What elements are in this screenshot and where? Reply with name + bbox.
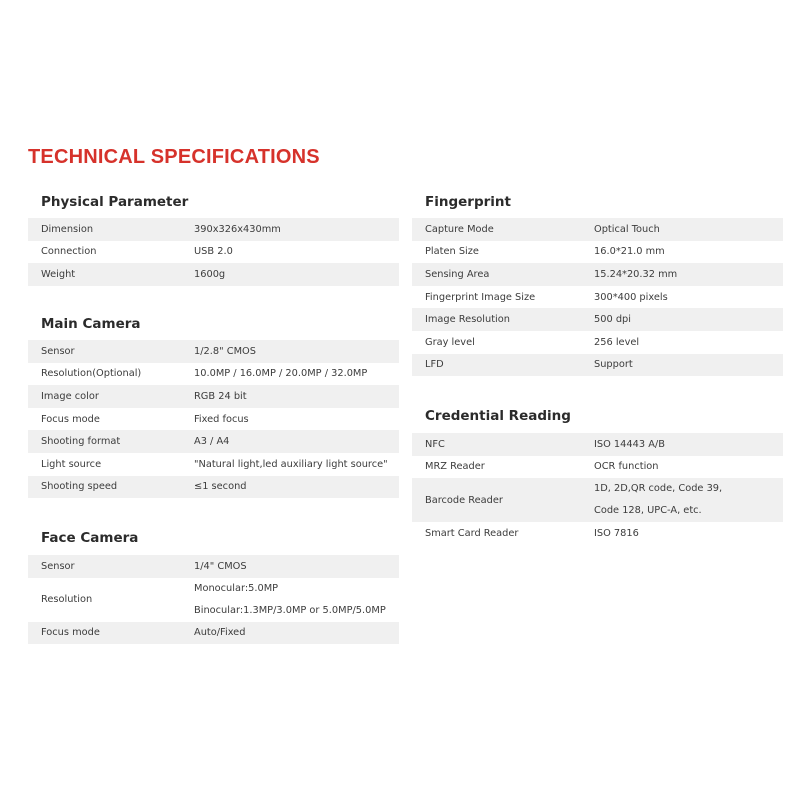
spec-value: ISO 14443 A/B — [594, 438, 665, 450]
spec-value: Fixed focus — [194, 413, 249, 425]
spec-value: 300*400 pixels — [594, 291, 668, 303]
spec-row-connection — [28, 241, 399, 264]
spec-row-gray-level — [412, 331, 783, 354]
spec-label: Dimension — [41, 223, 94, 235]
spec-value: Auto/Fixed — [194, 627, 246, 639]
spec-value: Optical Touch — [594, 223, 660, 235]
spec-value: RGB 24 bit — [194, 390, 247, 402]
spec-row-shooting-speed — [28, 476, 399, 499]
spec-row-sensing-area — [412, 263, 783, 286]
spec-value: USB 2.0 — [194, 246, 233, 258]
spec-row-dimension — [28, 218, 399, 241]
spec-row-light-source — [28, 453, 399, 476]
spec-value: 1/4" CMOS — [194, 560, 247, 572]
section-title-physical-parameter: Physical Parameter — [41, 194, 189, 210]
spec-label: Fingerprint Image Size — [425, 291, 536, 303]
spec-value — [194, 578, 386, 622]
spec-row-lfd — [412, 354, 783, 377]
spec-row-resolution — [28, 578, 399, 622]
spec-row-image-color — [28, 385, 399, 408]
spec-row-smart-card-reader — [412, 522, 783, 545]
spec-label: LFD — [425, 359, 444, 371]
spec-label: Smart Card Reader — [425, 527, 519, 539]
spec-row-sensor — [28, 340, 399, 363]
spec-value — [594, 478, 722, 522]
spec-label: Focus mode — [41, 413, 100, 425]
spec-row-fingerprint-image-size — [412, 286, 783, 309]
spec-value-line: Binocular:1.3MP/3.0MP or 5.0MP/5.0MP — [194, 604, 386, 616]
face-camera-section — [28, 526, 399, 648]
spec-value-line: Monocular:5.0MP — [194, 582, 279, 594]
spec-row-capture-mode — [412, 218, 783, 241]
spec-row-resolution-optional — [28, 363, 399, 386]
spec-label: NFC — [425, 438, 445, 450]
section-title-face-camera: Face Camera — [41, 530, 139, 546]
fingerprint-section — [412, 190, 783, 380]
spec-value: 390x326x430mm — [194, 223, 281, 235]
spec-label: Sensor — [41, 560, 75, 572]
spec-label: Sensor — [41, 345, 75, 357]
spec-label: Light source — [41, 458, 102, 470]
spec-value: "Natural light,led auxiliary light source" — [194, 458, 388, 470]
section-title-fingerprint: Fingerprint — [425, 194, 511, 210]
spec-value: 500 dpi — [594, 314, 631, 326]
spec-row-focus-mode — [28, 408, 399, 431]
spec-row-barcode-reader — [412, 478, 783, 522]
spec-label: Image color — [41, 390, 99, 402]
spec-value: A3 / A4 — [194, 436, 230, 448]
spec-value-line: 1D, 2D,QR code, Code 39, — [594, 483, 723, 495]
spec-value-line: Code 128, UPC-A, etc. — [594, 505, 702, 517]
spec-row-sensor — [28, 555, 399, 578]
spec-value: Support — [594, 359, 633, 371]
main-camera-section — [28, 312, 399, 502]
spec-label: Resolution(Optional) — [41, 368, 142, 380]
spec-row-weight — [28, 263, 399, 286]
spec-label: Shooting speed — [41, 481, 118, 493]
spec-value: 1600g — [194, 268, 226, 280]
spec-row-shooting-format — [28, 430, 399, 453]
spec-label: Connection — [41, 246, 97, 258]
spec-label: Capture Mode — [425, 223, 494, 235]
spec-row-nfc — [412, 433, 783, 456]
spec-value: OCR function — [594, 461, 659, 473]
spec-label: MRZ Reader — [425, 461, 485, 473]
spec-label: Focus mode — [41, 627, 100, 639]
spec-row-mrz-reader — [412, 456, 783, 479]
spec-label: Shooting format — [41, 436, 121, 448]
spec-value: ≤1 second — [194, 481, 247, 493]
spec-value: 10.0MP / 16.0MP / 20.0MP / 32.0MP — [194, 368, 368, 380]
spec-row-platen-size — [412, 241, 783, 264]
spec-row-image-resolution — [412, 308, 783, 331]
section-title-credential-reading: Credential Reading — [425, 408, 571, 424]
physical-parameter-section — [28, 190, 399, 290]
spec-label: Image Resolution — [425, 314, 510, 326]
spec-label: Weight — [41, 268, 76, 280]
page-title: TECHNICAL SPECIFICATIONS — [28, 146, 320, 168]
spec-label: Resolution — [41, 594, 93, 606]
spec-value: 256 level — [594, 336, 640, 348]
spec-label: Sensing Area — [425, 268, 490, 280]
spec-value: 15.24*20.32 mm — [594, 268, 678, 280]
spec-label: Gray level — [425, 336, 475, 348]
credential-reading-section — [412, 404, 783, 546]
spec-label: Platen Size — [425, 246, 479, 258]
spec-row-focus-mode — [28, 622, 399, 645]
spec-value: 16.0*21.0 mm — [594, 246, 665, 258]
spec-value: 1/2.8" CMOS — [194, 345, 256, 357]
spec-label: Barcode Reader — [425, 494, 503, 506]
spec-value: ISO 7816 — [594, 527, 639, 539]
section-title-main-camera: Main Camera — [41, 316, 141, 332]
